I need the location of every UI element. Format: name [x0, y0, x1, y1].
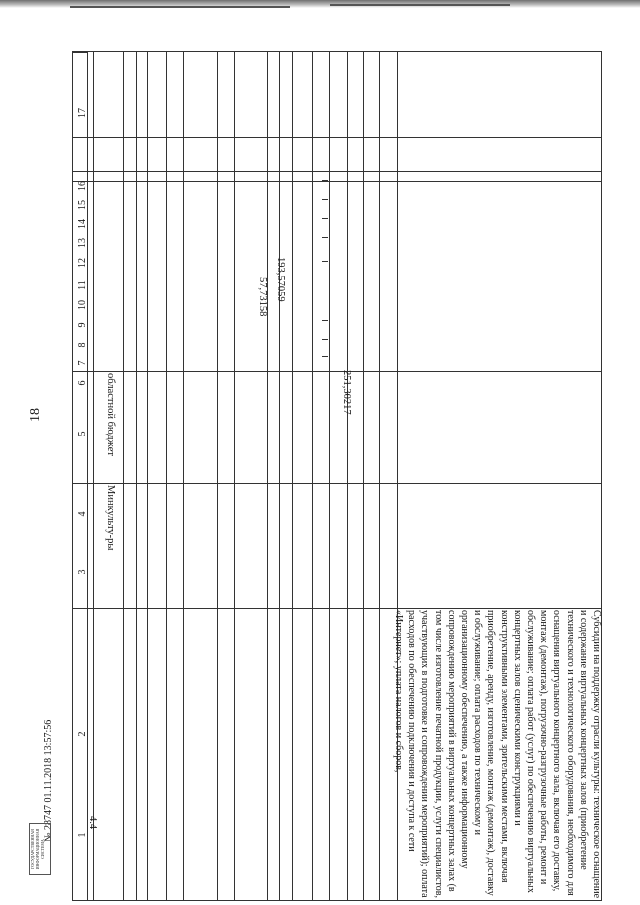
col-header: 11	[77, 280, 88, 290]
scan-artifact	[70, 6, 290, 8]
col-header: 2	[77, 731, 88, 737]
col-header: 9	[77, 322, 88, 328]
row-funding-source: областной бюджет	[105, 373, 116, 456]
row-executor: Минкульту-ры	[105, 485, 116, 551]
dash-mark	[322, 320, 328, 321]
col-header: 1	[77, 832, 88, 838]
col-header: 17	[77, 108, 88, 118]
col-header: 8	[77, 342, 88, 348]
col-header: 14	[77, 219, 88, 229]
dash-mark	[322, 180, 328, 181]
document-footer: № 28747 01.11.2018 13:57:56	[43, 719, 54, 842]
row-value-col11: 193,57059	[275, 257, 286, 302]
col-header: 13	[77, 238, 88, 248]
col-header: 7	[77, 360, 88, 366]
dash-mark	[322, 339, 328, 340]
dash-mark	[322, 261, 328, 262]
row-value-col10: 57,73158	[257, 277, 268, 317]
col-header: 5	[77, 431, 88, 437]
col-header: 10	[77, 300, 88, 310]
row-value-col6: 251,30217	[341, 370, 352, 415]
dash-mark	[322, 218, 328, 219]
dash-mark	[322, 356, 328, 357]
col-header: 15	[77, 200, 88, 210]
dash-mark	[322, 199, 328, 200]
system-stamp: ГОСУДАРСТВЕННАЯ ИНФОРМАЦИОННАЯ СИСТЕМА	[29, 823, 51, 875]
col-header: 12	[77, 258, 88, 268]
col-header: 3	[77, 569, 88, 575]
page-number: 18	[28, 408, 43, 422]
col-header: 6	[77, 380, 88, 386]
row-description: Субсидии на поддержку отрасли культуры: техническое оснащение и содержание виртуальных концертных залов (приобретение технического и технологического оборудования, необходимого для оснащения виртуального концертного зала, включая его доставку, монтаж (демонтаж), погрузочно-разгрузочные работы, ремонт и обслуживание; оплата работ (услуг) по обеспечению виртуальных концертных залов сценическими конструкциями и конструктивными элементами, зрительскими местами, включая приобретение, аренду, изготовление, монтаж (демонтаж), доставку и обслуживание; оплата расходов по техническому и организационному обеспечению, а также информационному сопровождению мероприятий в виртуальных концертных залах (в том числе изготовление печатной продукции, услуги специалистов, участвующих в подготовке и сопровождении мероприятий); оплата расходов по обеспечению подключения и доступа к сети «Интернет»; уплата налогов и сборов,	[392, 610, 602, 899]
col-header: 16	[77, 181, 88, 191]
dash-mark	[322, 237, 328, 238]
row-number: 4.4	[87, 816, 98, 830]
scan-artifact	[330, 4, 510, 6]
col-header: 4	[77, 511, 88, 517]
budget-table	[72, 51, 602, 901]
